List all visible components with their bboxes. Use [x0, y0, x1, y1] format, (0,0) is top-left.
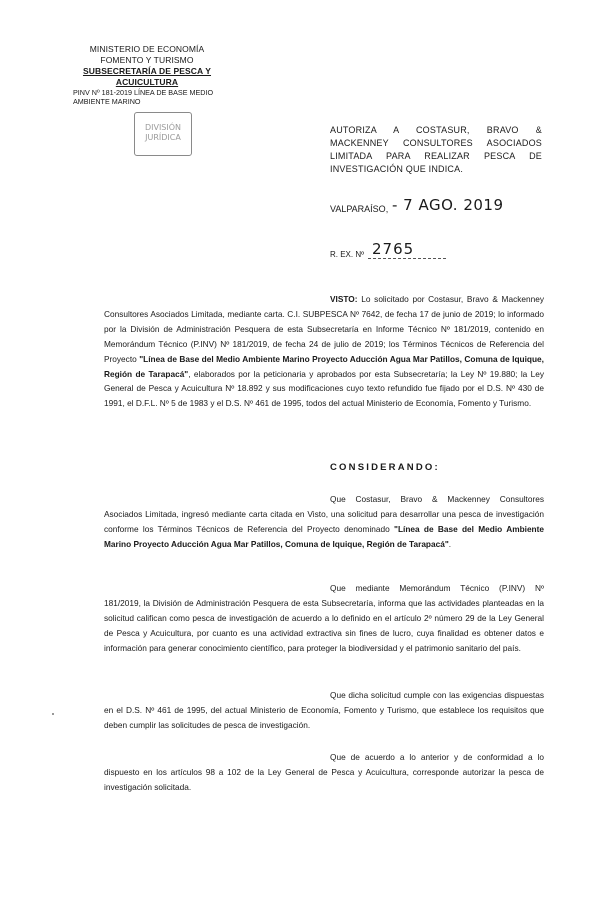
division-juridica-stamp — [134, 112, 192, 156]
visto-text-2: , elaborados por la peticionaria y aprobados por esta Subsecretaría; la Ley Nº 19.880; la Ley General de Pesca y Acuicultura Nº 18.892 y sus modificaciones cuyo texto refundido fue fijado por el D.S. Nº 430 de 1991, el D.F.L. Nº 5 de 1983 y el D.S. Nº 461 de 1995, todos del actual Ministerio de Economía, Fomento y Turismo. — [104, 368, 544, 409]
subsecretaria-name: SUBSECRETARÍA DE PESCA Y ACUICULTURA — [82, 66, 212, 87]
resolution-number: 2765 — [372, 240, 415, 258]
visto-paragraph — [104, 292, 544, 411]
considerando-3: Que dicha solicitud cumple con las exigencias dispuestas en el D.S. Nº 461 de 1995, del actual Ministerio de Economía, Fomento y Turismo, que establece los requisitos que deben cumplir las solicitudes de pesca de investigación. — [104, 690, 544, 730]
considerando-1 — [104, 492, 544, 552]
letterhead — [62, 44, 232, 88]
considerando-4: Que de acuerdo a lo anterior y de conformidad a lo dispuesto en los artículos 98 a 102 de la Ley General de Pesca y Acuicultura, corresponde autorizar la pesca de investigación solicitada. — [104, 752, 544, 792]
file-reference — [73, 88, 243, 106]
stamp-line2: JURÍDICA — [145, 133, 181, 142]
ministry-subname: FOMENTO Y TURISMO — [100, 55, 194, 65]
place: VALPARAÍSO, — [330, 204, 389, 214]
considerando-1-text-2: . — [448, 538, 452, 549]
considerando-heading: CONSIDERANDO: — [330, 462, 440, 473]
resolution-subject: AUTORIZA A COSTASUR, BRAVO & MACKENNEY CONSULTORES ASOCIADOS LIMITADA PARA REALIZAR PESCA DE INVESTIGACIÓN QUE INDICA. — [330, 125, 542, 174]
file-reference-line2: AMBIENTE MARINO — [73, 97, 141, 106]
considerando-2: Que mediante Memorándum Técnico (P.INV) Nº 181/2019, la División de Administración Pesquera de esta Subsecretaría, informa que las actividades planteadas en la solicitud califican como pesca de investigación de acuerdo a lo definido en el artículo 2º número 29 de la Ley General de Pesca y Acuicultura, por cuanto es una actividad extractiva sin fines de lucro, cuya finalidad es obtener datos e información para generar conocimiento científico, para proteger la biodiversidad y el patrimonio sanitario del país. — [104, 583, 544, 653]
resolution-date: - 7 AGO. 2019 — [392, 196, 504, 214]
visto-label: VISTO: — [330, 294, 358, 304]
ministry-name: MINISTERIO DE ECONOMÍA — [89, 44, 205, 54]
considerando-1-text-1: Que Costasur, Bravo & Mackenney Consultores Asociados Limitada, ingresó mediante carta citada en Visto, una solicitud para desarrollar una pesca de investigación conforme los Términos Técnicos de Referencia del Proyecto denominado — [104, 494, 544, 534]
rex-label: R. EX. Nº — [330, 250, 365, 259]
visto-text-1: Lo solicitado por Costasur, Bravo & Mackenney Consultores Asociados Limitada, mediante carta. C.I. SUBPESCA Nº 7642, de fecha 17 de junio de 2019; lo informado por la División de Administración Pesquera de esta Subsecretaría en Informe Técnico Nº 181/2019, contenido en Memorándum Técnico (P.INV) Nº 181/2019, de fecha 24 de julio de 2019; los Términos Técnicos de Referencia del Proyecto — [104, 294, 544, 364]
margin-mark — [52, 713, 54, 715]
considerando-1-project-name: "Línea de Base del Medio Ambiente Marino Proyecto Aducción Agua Mar Patillos, Comuna de Iquique, Región de Tarapacá" — [104, 523, 544, 549]
stamp-line1: DIVISIÓN — [144, 123, 182, 132]
file-reference-line1: PINV Nº 181-2019 LÍNEA DE BASE MEDIO — [73, 88, 214, 97]
number-underline — [368, 258, 446, 259]
visto-project-name: "Línea de Base del Medio Ambiente Marino Proyecto Aducción Agua Mar Patillos, Comuna de Iquique, Región de Tarapacá" — [104, 353, 544, 379]
